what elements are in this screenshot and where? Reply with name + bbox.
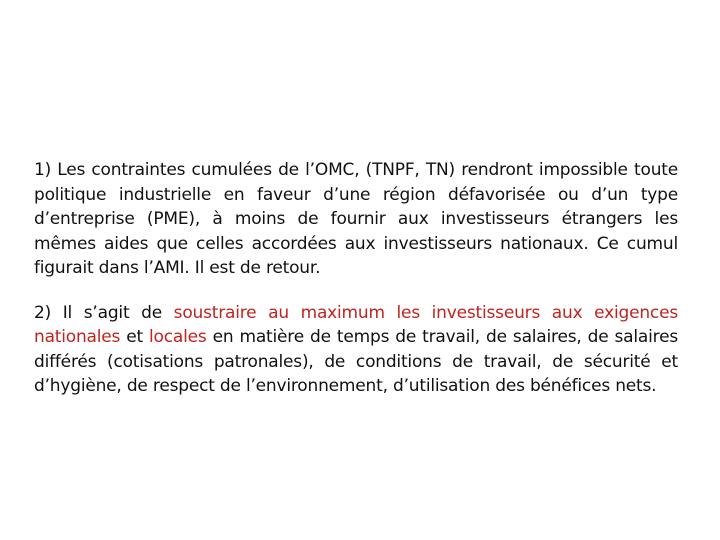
highlight-soustraire: soustraire au maximum les investisseurs aux exigences nationales (34, 302, 678, 347)
paragraph-2-intro: 2) Il s’agit de (34, 302, 174, 323)
paragraph-2 (34, 301, 678, 399)
highlight-locales: locales (149, 327, 207, 347)
paragraph-2-rest: en matière de temps de travail, de salaires, de salaires différés (cotisations patronales), de conditions de travail, de sécurité et d’hygiène, de respect de l’environnement, d’utilisation des bénéfices nets. (34, 327, 678, 396)
paragraph-1: 1) Les contraintes cumulées de l’OMC, (TNPF, TN) rendront impossible toute politique industrielle en faveur d’une région défavorisée ou d’un type d’entreprise (PME), à moins de fournir aux investisseurs étrangers les mêmes aides que celles accordées aux investisseurs nationaux. Ce cumul figurait dans l’AMI. Il est de retour. (34, 160, 678, 278)
paragraph-2-connector: et (120, 327, 150, 347)
slide-body (34, 158, 678, 399)
